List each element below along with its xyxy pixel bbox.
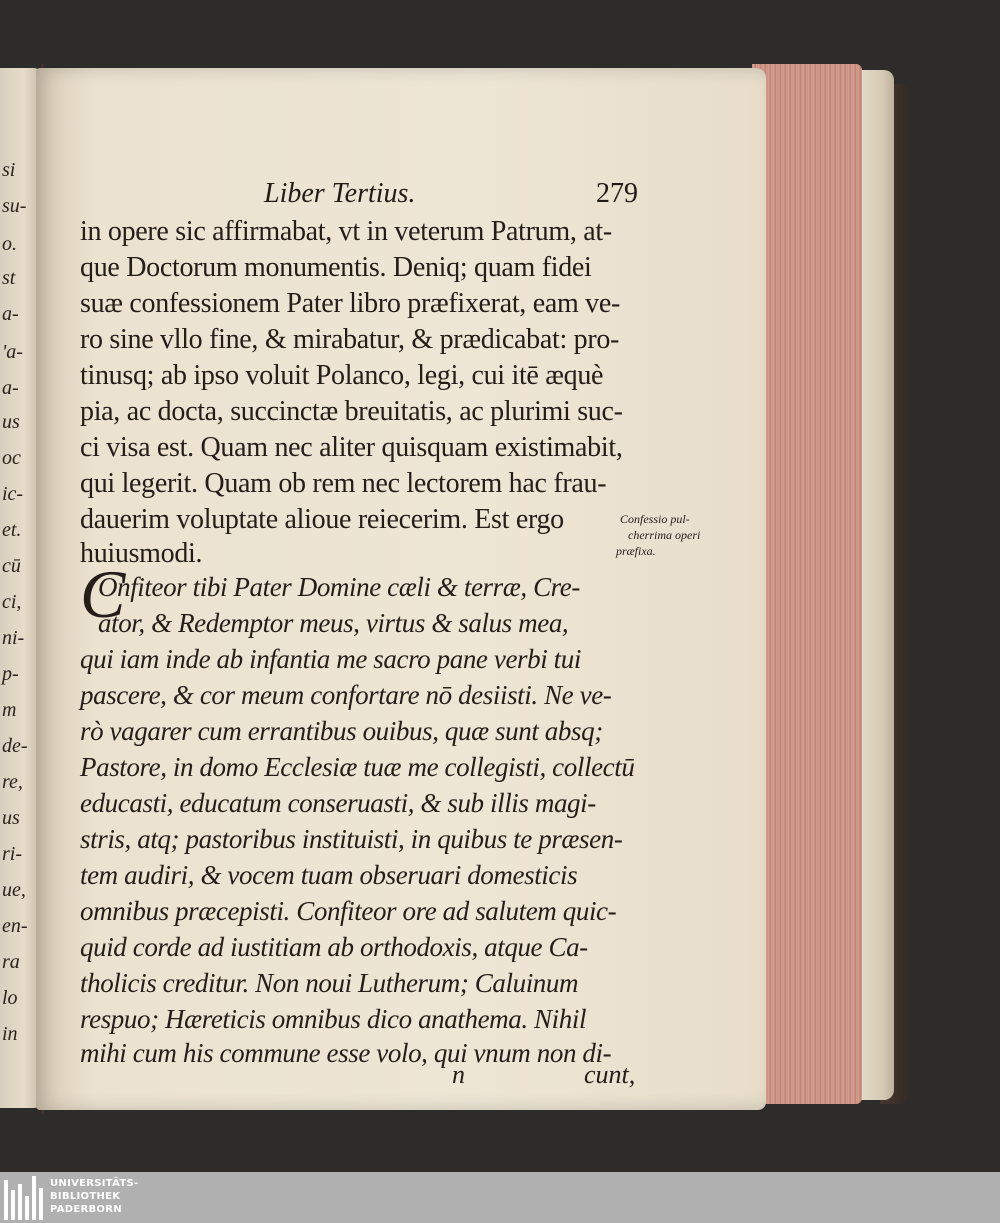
running-head: Liber Tertius. [264, 178, 416, 209]
drop-cap: C [80, 556, 126, 632]
library-line: BIBLIOTHEK [50, 1191, 121, 1202]
left-fragment: us [2, 411, 20, 433]
left-fragment: su- [2, 195, 27, 217]
italic-line: respuo; Hæreticis omnibus dico anathema. Nihil [80, 1004, 587, 1034]
text-line: qui legerit. Quam ob rem nec lectorem hac frau- [80, 468, 607, 499]
italic-line: tem audiri, & vocem tuam obseruari domesticis [80, 860, 578, 890]
left-fragment: lo [2, 987, 18, 1009]
text-line: ro sine vllo fine, & mirabatur, & prædicabat: pro- [80, 324, 620, 355]
marginal-note: Confessio pul- [620, 512, 690, 526]
library-line: UNIVERSITÄTS- [50, 1178, 139, 1189]
italic-line: educasti, educatum conseruasti, & sub illis magi- [80, 788, 596, 818]
left-fragment: in [2, 1023, 18, 1045]
book-page [36, 68, 766, 1110]
marginal-note: præfixa. [616, 544, 656, 558]
left-fragment: a- [2, 377, 19, 399]
left-fragment: m [2, 699, 17, 721]
page-fore-edge [752, 64, 862, 1104]
italic-line: pascere, & cor meum confortare nō desiisti. Ne ve- [80, 680, 612, 710]
italic-line: omnibus præcepisti. Confiteor ore ad salutem quic- [80, 896, 617, 926]
page-number: 279 [596, 178, 638, 209]
left-page-edge [0, 68, 40, 1108]
italic-line: rò vagarer cum errantibus ouibus, quæ sunt absq; [80, 716, 603, 746]
left-fragment: ra [2, 951, 20, 973]
left-fragment: ic- [2, 483, 24, 505]
italic-line: stris, atq; pastoribus instituisti, in quibus te præsen- [80, 824, 623, 854]
left-fragment: us [2, 807, 20, 829]
text-line: que Doctorum monumentis. Deniq; quam fidei [80, 252, 592, 283]
italic-line: tholicis creditur. Non noui Lutherum; Caluinum [80, 968, 579, 998]
left-fragment: re, [2, 771, 23, 793]
marginal-note: cherrima operi [628, 528, 701, 542]
text-line: pia, ac docta, succinctæ breuitatis, ac plurimi suc- [80, 396, 623, 427]
text-line: in opere sic affirmabat, vt in veterum Patrum, at- [80, 216, 612, 247]
italic-line: Onfiteor tibi Pater Domine cæli & terræ, Cre- [98, 572, 580, 602]
text-line: dauerim voluptate alioue reiecerim. Est ergo [80, 504, 564, 535]
left-fragment: p- [2, 663, 19, 685]
left-fragment: o. [2, 233, 17, 255]
text-line: suæ confessionem Pater libro præfixerat, eam ve- [80, 288, 620, 319]
library-logo-icon [4, 1176, 46, 1220]
left-fragment: 'a- [2, 341, 23, 363]
left-fragment: oc [2, 447, 21, 469]
library-name [50, 1177, 139, 1216]
left-fragment: de- [2, 735, 28, 757]
left-fragment: ri- [2, 843, 22, 865]
left-fragment: a- [2, 303, 19, 325]
left-fragment: en- [2, 915, 28, 937]
left-fragment: et. [2, 519, 22, 541]
page-block-light [858, 70, 894, 1100]
library-footer [0, 1172, 1000, 1223]
italic-line: Pastore, in domo Ecclesiæ tuæ me collegisti, collectū [80, 752, 635, 782]
left-fragment: cū [2, 555, 21, 577]
library-line: PADERBORN [50, 1204, 122, 1215]
text-line: tinusq; ab ipso voluit Polanco, legi, cui itē æquè [80, 360, 604, 391]
italic-line: mihi cum his commune esse volo, qui vnum non di- [80, 1038, 612, 1068]
left-fragment: ci, [2, 591, 22, 613]
catchword: cunt, [584, 1060, 636, 1089]
signature-mark: n [452, 1060, 465, 1089]
text-line: huiusmodi. [80, 538, 203, 569]
text-line: ci visa est. Quam nec aliter quisquam existimabit, [80, 432, 623, 463]
left-fragment: ni- [2, 627, 25, 649]
italic-line: qui iam inde ab infantia me sacro pane verbi tui [80, 644, 581, 674]
left-fragment: st [2, 267, 16, 289]
left-fragment: ue, [2, 879, 26, 901]
italic-line: ator, & Redemptor meus, virtus & salus mea, [98, 608, 569, 638]
left-fragment: si [2, 159, 16, 181]
italic-line: quid corde ad iustitiam ab orthodoxis, atque Ca- [80, 932, 588, 962]
